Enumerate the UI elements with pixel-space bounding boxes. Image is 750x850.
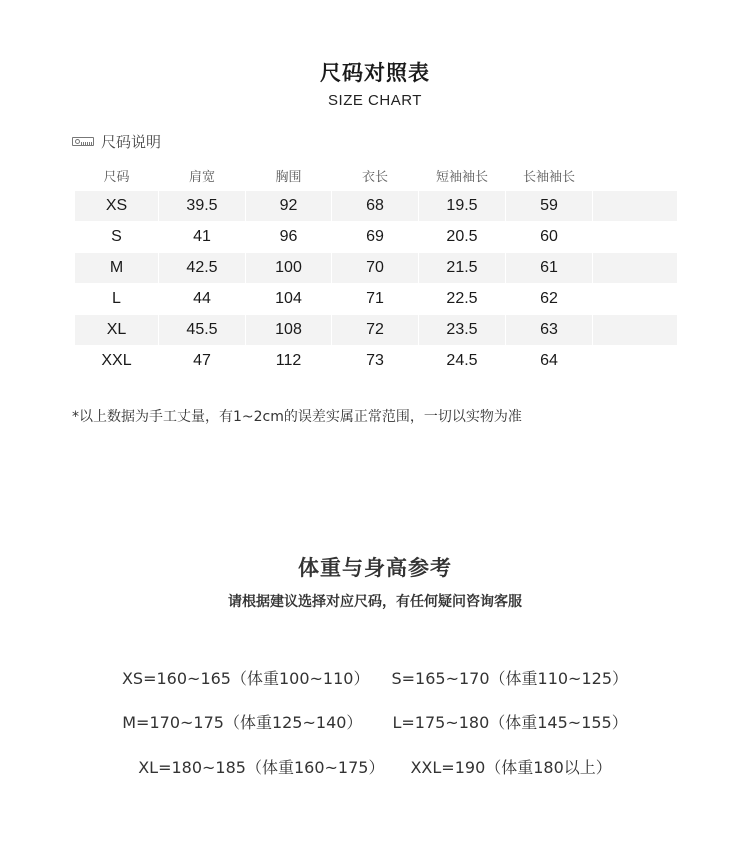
table-cell: 72	[332, 315, 418, 345]
table-cell: 42.5	[159, 253, 245, 283]
column-header: 短袖袖长	[435, 170, 488, 185]
reference-item: S=165~170（体重110~125）	[391, 669, 629, 688]
table-cell: 73	[366, 352, 384, 369]
table-cell: XL	[75, 315, 158, 345]
table-cell: 45.5	[159, 315, 245, 345]
column-header: 尺码	[103, 170, 130, 185]
column-header: 衣长	[361, 170, 388, 185]
table-cell: 24.5	[446, 352, 478, 369]
table-cell: S	[111, 228, 122, 245]
page-title: 尺码对照表	[320, 61, 430, 85]
reference-subtitle: 请根据建议选择对应尺码，有任何疑问咨询客服	[228, 594, 522, 610]
table-cell: 64	[540, 352, 558, 369]
table-cell: 92	[246, 191, 331, 221]
column-header: 长袖袖长	[522, 170, 575, 185]
reference-item: XS=160~165（体重100~110）	[121, 669, 370, 688]
table-cell: 69	[366, 228, 384, 245]
reference-item: M=170~175（体重125~140）	[122, 713, 363, 732]
reference-row	[0, 666, 750, 689]
column-header: 胸围	[275, 170, 302, 185]
table-cell: 108	[246, 315, 331, 345]
table-cell: 21.5	[419, 253, 505, 283]
column-header	[593, 164, 677, 191]
size-section-label	[72, 131, 161, 152]
table-cell: 19.5	[419, 191, 505, 221]
table-cell	[593, 315, 677, 345]
table-cell: 41	[193, 228, 211, 245]
page-subtitle: SIZE CHART	[328, 92, 422, 109]
table-cell: 61	[506, 253, 592, 283]
table-cell: 68	[332, 191, 418, 221]
reference-item: XL=180~185（体重160~175）	[138, 758, 385, 777]
table-cell: 39.5	[159, 191, 245, 221]
table-cell: 20.5	[446, 228, 478, 245]
measurement-note: *以上数据为手工丈量，有1~2cm的误差实属正常范围，一切以实物为准	[72, 409, 522, 425]
reference-item: L=175~180（体重145~155）	[392, 713, 628, 732]
table-cell	[593, 284, 677, 314]
table-cell: 100	[246, 253, 331, 283]
table-cell: 47	[193, 352, 211, 369]
table-cell: 22.5	[446, 290, 478, 307]
reference-row	[0, 710, 750, 733]
table-cell: 44	[193, 290, 211, 307]
table-cell	[593, 253, 677, 283]
reference-item: XXL=190（体重180以上）	[410, 758, 612, 777]
table-cell: M	[75, 253, 158, 283]
size-section-label-text: 尺码说明	[101, 133, 162, 151]
table-cell	[593, 346, 677, 376]
table-cell	[593, 222, 677, 252]
table-cell: 23.5	[419, 315, 505, 345]
table-cell: 104	[275, 290, 302, 307]
reference-title: 体重与身高参考	[298, 556, 452, 580]
reference-row	[0, 755, 750, 778]
table-cell: 112	[275, 352, 302, 369]
table-cell: XS	[75, 191, 158, 221]
table-cell: L	[112, 290, 121, 307]
table-cell: 60	[540, 228, 558, 245]
table-cell: 96	[279, 228, 298, 245]
table-cell: 71	[366, 290, 384, 307]
column-header: 肩宽	[188, 170, 215, 185]
table-cell: 62	[540, 290, 558, 307]
table-cell: XXL	[101, 352, 132, 369]
ruler-icon	[72, 137, 94, 146]
table-cell: 70	[332, 253, 418, 283]
table-cell: 59	[506, 191, 592, 221]
size-table	[75, 164, 677, 377]
table-cell	[593, 191, 677, 221]
table-cell: 63	[506, 315, 592, 345]
